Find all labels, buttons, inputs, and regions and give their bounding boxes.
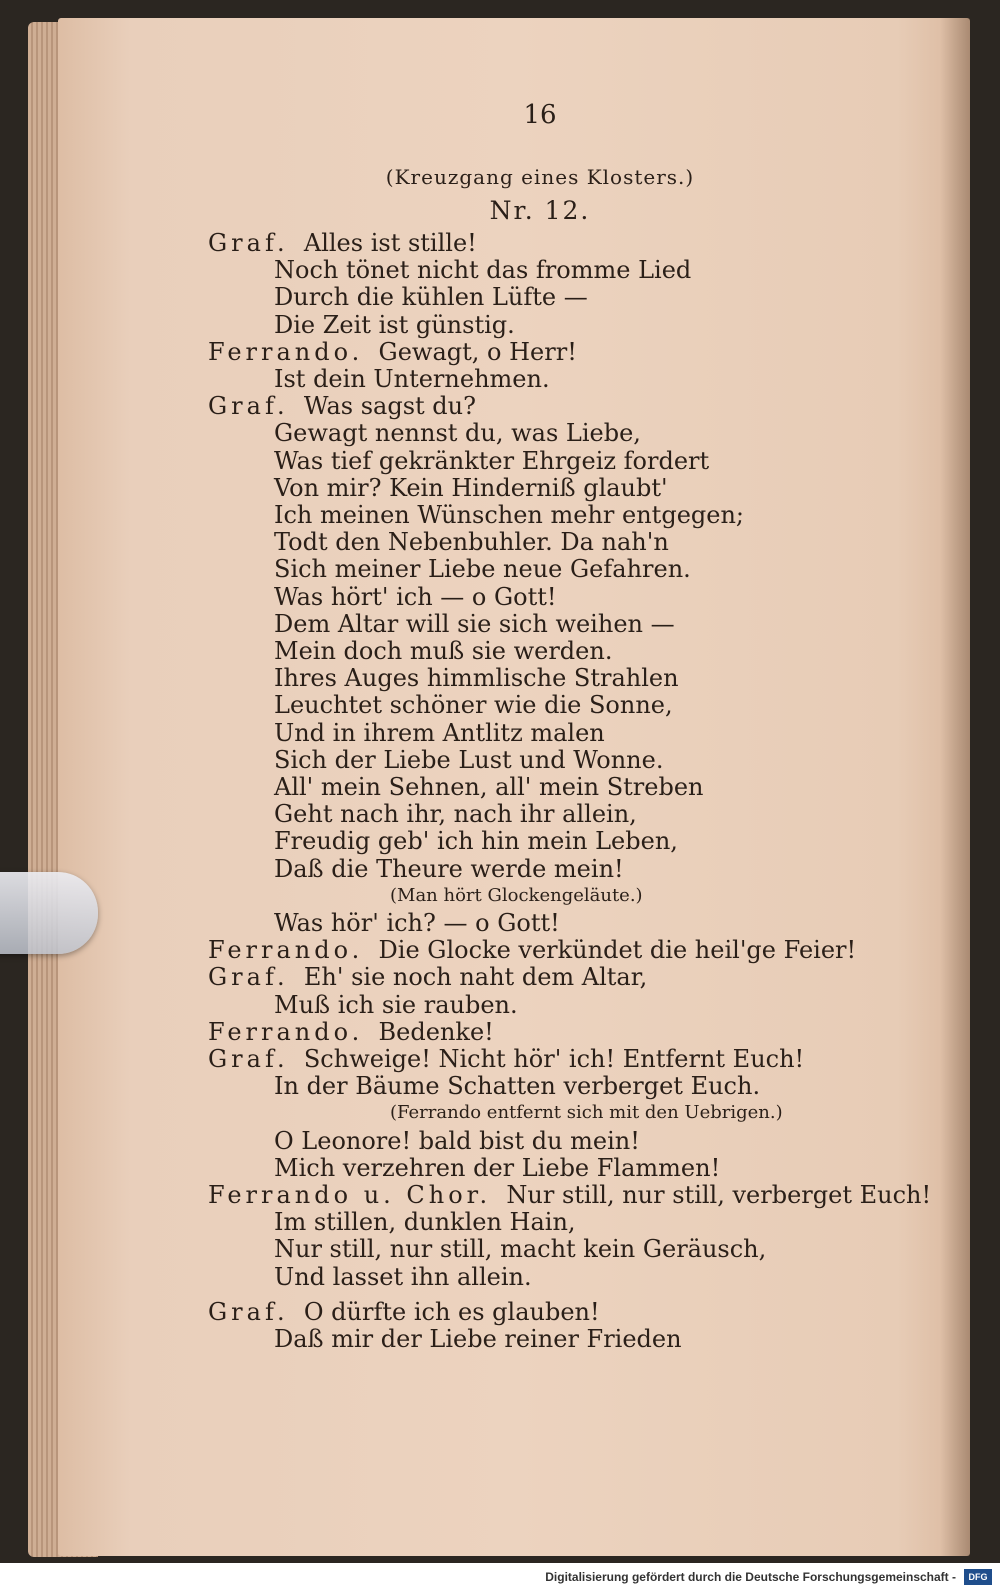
text-line: Im stillen, dunklen Hain, bbox=[274, 1208, 576, 1237]
line-text: Schweige! Nicht hör' ich! Entfernt Euch! bbox=[288, 1045, 805, 1073]
line-text: Die Glocke verkündet die heil'ge Feier! bbox=[363, 936, 857, 965]
number-heading: Nr. 12. bbox=[489, 196, 591, 225]
text-line bbox=[208, 964, 647, 990]
line-text: O dürfte ich es glauben! bbox=[288, 1297, 600, 1326]
text-line: Leuchtet schöner wie die Sonne, bbox=[274, 691, 673, 720]
text-line: Was hört' ich — o Gott! bbox=[274, 582, 557, 611]
line-text: Gewagt, o Herr! bbox=[363, 337, 577, 366]
text-line: All' mein Sehnen, all' mein Streben bbox=[274, 773, 704, 801]
text-line bbox=[208, 339, 577, 365]
text-line: In der Bäume Schatten verberget Euch. bbox=[274, 1072, 761, 1101]
text-line: Und lasset ihn allein. bbox=[274, 1262, 532, 1291]
funding-credit: Digitalisierung gefördert durch die Deutsche Forschungsgemeinschaft - bbox=[545, 1570, 956, 1584]
text-line bbox=[208, 1019, 494, 1045]
text-line bbox=[208, 393, 476, 419]
text-line: Von mir? Kein Hinderniß glaubt' bbox=[274, 473, 668, 502]
text-line: Dem Altar will sie sich weihen — bbox=[274, 609, 675, 638]
text-line bbox=[208, 1182, 931, 1208]
text-line: Sich der Liebe Lust und Wonne. bbox=[274, 745, 664, 774]
line-text: Nur still, nur still, verberget Euch! bbox=[491, 1181, 932, 1209]
text-line: Sich meiner Liebe neue Gefahren. bbox=[274, 555, 691, 584]
page-clip bbox=[0, 872, 98, 954]
speaker-name: Graf. bbox=[208, 392, 289, 421]
text-line: Geht nach ihr, nach ihr allein, bbox=[274, 800, 637, 829]
speaker-name: Ferrando. bbox=[208, 936, 364, 965]
line-text: Eh' sie noch naht dem Altar, bbox=[288, 963, 648, 992]
stage-direction: (Man hört Glockengeläute.) bbox=[390, 884, 643, 906]
speaker-name: Graf. bbox=[208, 229, 289, 257]
text-line: Freudig geb' ich hin mein Leben, bbox=[274, 827, 678, 856]
footer-bar bbox=[0, 1563, 1000, 1589]
text-line: Muß ich sie rauben. bbox=[274, 990, 518, 1019]
page-number: 16 bbox=[523, 100, 557, 130]
text-line: Und in ihrem Antlitz malen bbox=[274, 718, 605, 747]
text-line bbox=[208, 230, 477, 256]
text-line: Was tief gekränkter Ehrgeiz fordert bbox=[274, 446, 710, 475]
text-line bbox=[208, 1046, 804, 1072]
text-line: Ist dein Unternehmen. bbox=[274, 365, 550, 393]
text-line: Ich meinen Wünschen mehr entgegen; bbox=[274, 501, 745, 529]
text-line: Daß mir der Liebe reiner Frieden bbox=[274, 1325, 682, 1353]
text-line: Durch die kühlen Lüfte — bbox=[274, 283, 588, 312]
dfg-logo: DFG bbox=[964, 1569, 992, 1585]
text-line: Was hör' ich? — o Gott! bbox=[274, 909, 560, 937]
text-line: Mein doch muß sie werden. bbox=[274, 637, 613, 665]
text-line: Daß die Theure werde mein! bbox=[274, 854, 624, 883]
text-line: Nur still, nur still, macht kein Geräusch, bbox=[274, 1235, 767, 1264]
text-line: Todt den Nebenbuhler. Da nah'n bbox=[274, 528, 669, 557]
line-text: Bedenke! bbox=[363, 1017, 494, 1046]
speaker-name: Ferrando. bbox=[208, 1017, 364, 1046]
speaker-name: Graf. bbox=[208, 963, 289, 992]
line-text: Alles ist stille! bbox=[288, 229, 477, 257]
text-line: Gewagt nennst du, was Liebe, bbox=[274, 419, 641, 448]
text-line: Ihres Auges himmlische Strahlen bbox=[274, 664, 679, 693]
speaker-name: Ferrando. bbox=[208, 337, 364, 366]
text-line bbox=[208, 937, 856, 963]
text-line: Die Zeit ist günstig. bbox=[274, 310, 515, 339]
stage-direction: (Ferrando entfernt sich mit den Uebrigen.) bbox=[390, 1102, 783, 1124]
scene-heading: (Kreuzgang eines Klosters.) bbox=[385, 165, 695, 189]
text-line: O Leonore! bald bist du mein! bbox=[274, 1126, 640, 1155]
speaker-name: Ferrando u. Chor. bbox=[208, 1181, 492, 1209]
text-line: Noch tönet nicht das fromme Lied bbox=[274, 256, 692, 285]
text-line bbox=[208, 1299, 600, 1325]
speaker-name: Graf. bbox=[208, 1297, 289, 1326]
text-line: Mich verzehren der Liebe Flammen! bbox=[274, 1153, 721, 1182]
speaker-name: Graf. bbox=[208, 1045, 289, 1073]
line-text: Was sagst du? bbox=[288, 392, 476, 421]
